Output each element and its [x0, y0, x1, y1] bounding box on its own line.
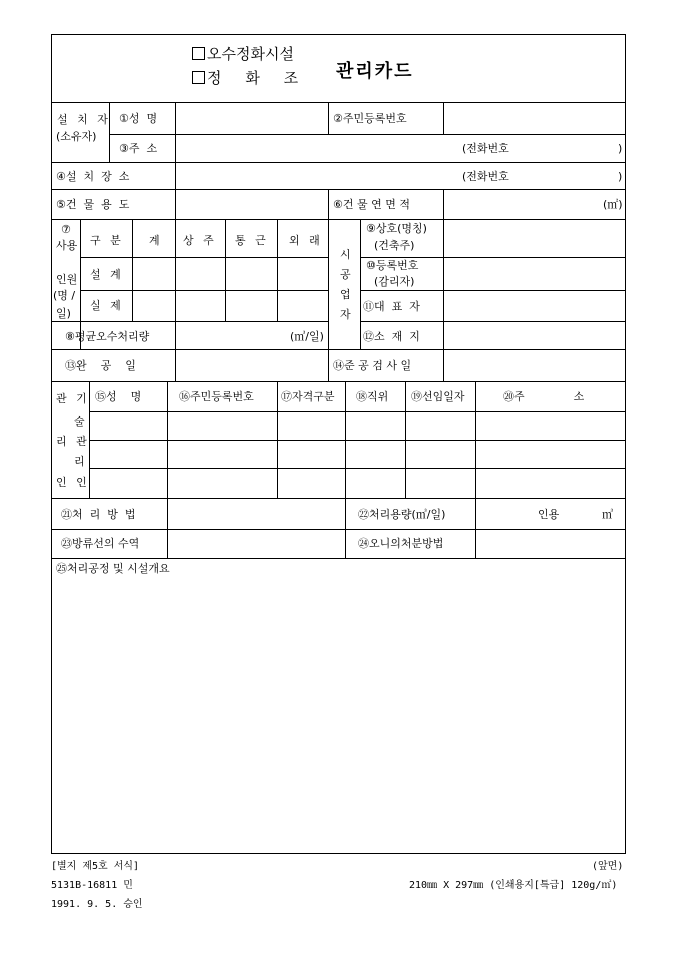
tech-manager-label-4: 리 [74, 455, 85, 468]
form-number: [별지 제5호 서식] [51, 861, 140, 872]
phone-label-2: (전화번호 [462, 170, 509, 183]
title-option-sewage-facility: 오수정화시설 [192, 45, 294, 63]
installer-label: 설 치 자 [57, 113, 111, 126]
registration-sub: (감리자) [374, 275, 415, 288]
checkbox-icon[interactable] [192, 47, 205, 60]
avg-flow-unit: (㎥/일) [290, 330, 324, 343]
checkbox-icon[interactable] [192, 71, 205, 84]
col-name: ⑮성 명 [95, 390, 142, 403]
sludge-disposal-label: ㉔오니의처분방법 [358, 537, 444, 550]
trade-name-sub: (건축주) [374, 239, 415, 252]
col-qualification: ⑰자격구분 [281, 390, 335, 403]
contractor-label-4: 자 [340, 308, 351, 321]
category-header: 구 분 [90, 234, 124, 247]
visitor-header: 외 래 [289, 234, 323, 247]
resident-header: 상 주 [183, 234, 217, 247]
tech-manager-label-3: 리 관 [56, 435, 90, 448]
users-label-4: 일) [56, 307, 71, 320]
front-side-label: (앞면) [592, 861, 624, 872]
page-title: 관리카드 [336, 61, 414, 82]
tech-manager-label-5: 인 인 [56, 476, 90, 489]
col-position: ⑱직위 [356, 390, 389, 403]
installer-sub-label: (소유자) [56, 130, 97, 143]
users-label-3: (명 / [53, 289, 76, 302]
col-appointment-date: ⑲선임일자 [411, 390, 465, 403]
avg-flow-label: ⑧평균오수처리량 [65, 330, 150, 343]
management-card-form [51, 34, 626, 854]
location-label: ⑫소 재 지 [363, 330, 420, 343]
trade-name-label: ⑨상호(명칭) [366, 222, 427, 235]
phone-close-paren: ) [618, 142, 623, 155]
process-overview-label: ㉕처리공정 및 시설개요 [56, 562, 170, 575]
actual-row-label: 실 제 [90, 299, 124, 312]
users-label-2: 인원 [56, 273, 78, 286]
col-address: ⑳주 소 [503, 390, 585, 403]
install-location-label: ④설 치 장 소 [56, 170, 130, 183]
representative-label: ⑪대 표 자 [363, 300, 420, 313]
contractor-label-2: 공 [340, 268, 351, 281]
registration-label: ⑩등록번호 [366, 259, 419, 272]
building-use-label: ⑤건 물 용 도 [56, 198, 130, 211]
users-label-1: 사용 [56, 239, 78, 252]
users-number: ⑦ [61, 223, 71, 236]
capacity-label: ㉒처리용량(㎥/일) [358, 508, 446, 521]
paper-spec: 210㎜ X 297㎜ (인쇄용지[특급] 120g/㎡) [409, 880, 618, 891]
tech-manager-label-1: 관 기 [56, 392, 90, 405]
design-row-label: 설 계 [90, 268, 124, 281]
capacity-value-label: 인용 [538, 508, 560, 521]
form-code: 5131B-16811 민 [51, 880, 133, 891]
contractor-label-1: 시 [340, 248, 351, 261]
total-header: 계 [149, 234, 160, 247]
discharge-water-label: ㉓방류선의 수역 [61, 537, 140, 550]
resident-number-label: ②주민등록번호 [333, 112, 407, 125]
contractor-label-3: 업 [340, 288, 351, 301]
inspection-date-label: ⑭준 공 검 사 일 [333, 359, 412, 372]
commuter-header: 통 근 [235, 234, 269, 247]
treatment-method-label: ㉑처 리 방 법 [61, 508, 136, 521]
phone-label: (전화번호 [462, 142, 509, 155]
col-resident-number: ⑯주민등록번호 [179, 390, 254, 403]
phone-close-paren-2: ) [618, 170, 623, 183]
approval-date: 1991. 9. 5. 승인 [51, 899, 143, 910]
floor-area-label: ⑥건 물 연 면 적 [333, 198, 410, 211]
address-label: ③주 소 [119, 142, 158, 155]
capacity-unit: ㎥ [602, 508, 613, 521]
floor-area-unit: (㎡) [603, 198, 623, 211]
tech-manager-label-2: 술 [74, 415, 85, 428]
title-option-septic-tank: 정 화 조 [192, 69, 298, 87]
completion-date-label: ⑬완 공 일 [65, 359, 136, 372]
name-label: ①성 명 [119, 112, 158, 125]
